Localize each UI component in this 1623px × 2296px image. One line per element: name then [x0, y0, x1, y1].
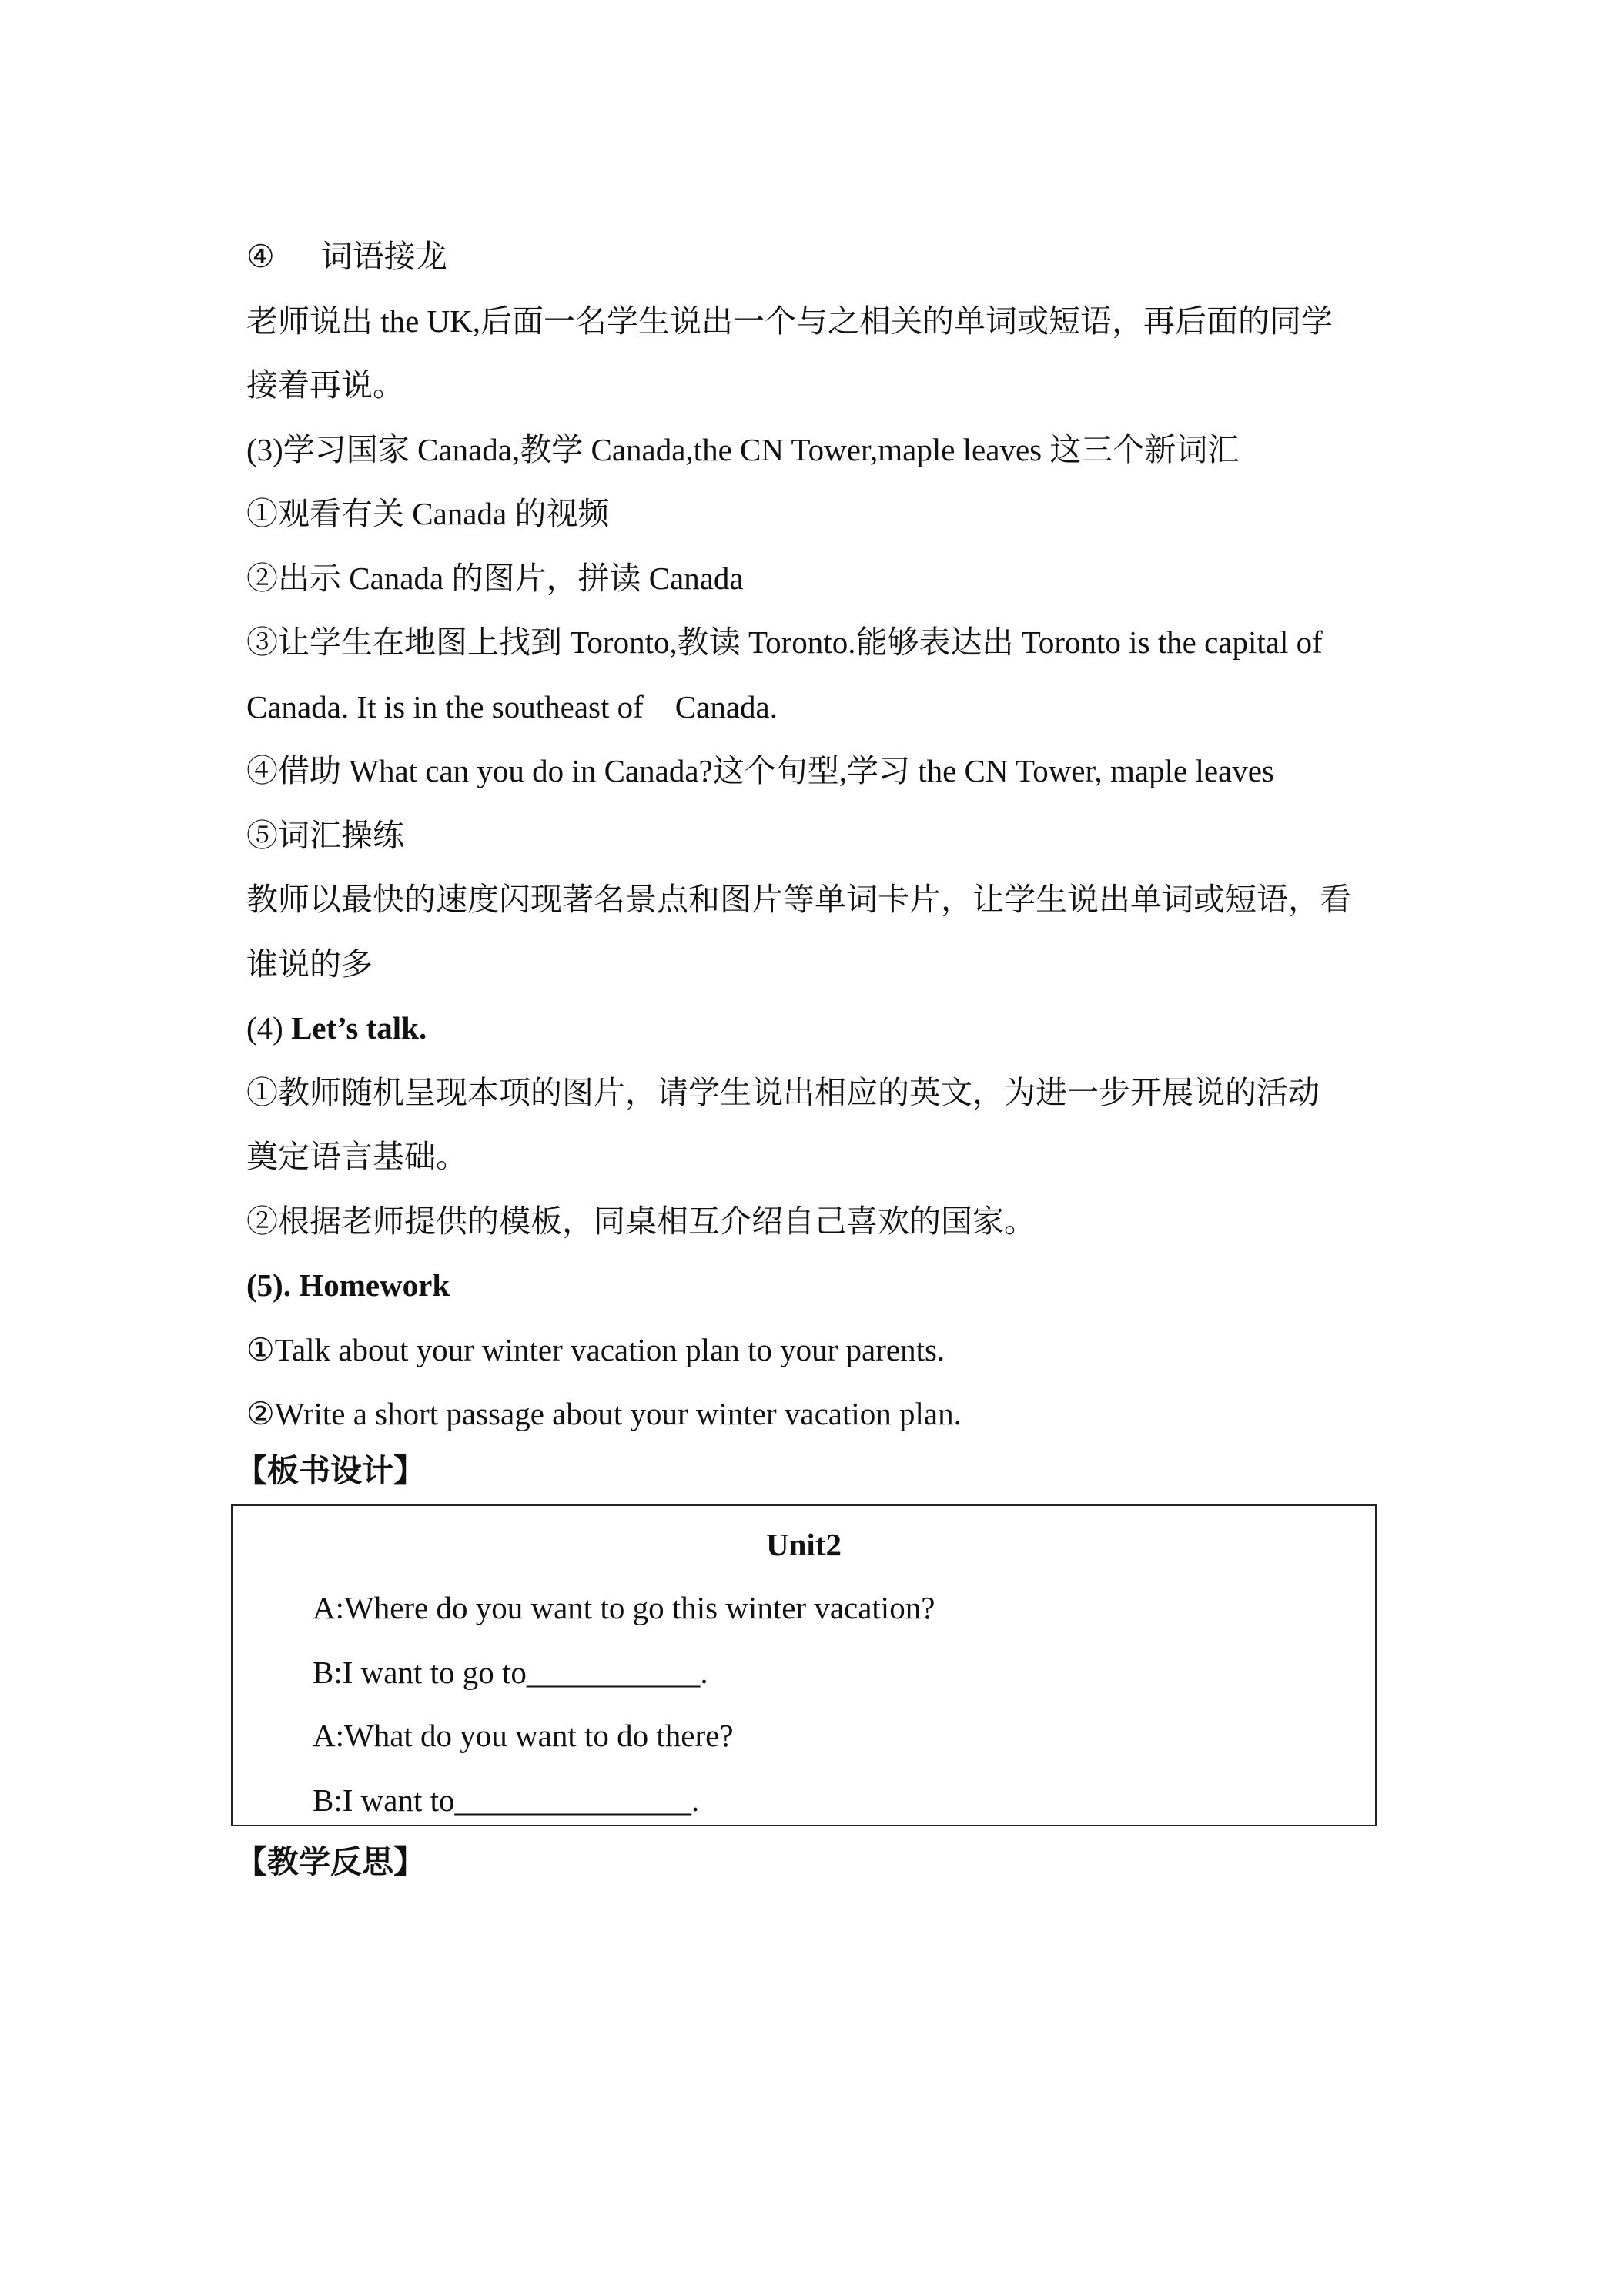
activity-marker: ④: [246, 239, 275, 274]
activity-title: 词语接龙: [320, 239, 447, 274]
body-line: ①教师随机呈现本项的图片，请学生说出相应的英文，为进一步开展说的活动: [246, 1074, 1320, 1110]
activity-heading: [246, 225, 1386, 290]
section-4-prefix: (4): [246, 1010, 292, 1046]
section-5-heading: (5). Homework: [246, 1267, 450, 1303]
section-4-heading: [246, 996, 1386, 1061]
body-line: 老师说出 the UK,后面一名学生说出一个与之相关的单词或短语，再后面的同学: [246, 303, 1334, 339]
document-body: [246, 225, 1386, 1447]
section-3-heading: (3)学习国家 Canada,教学 Canada,the CN Tower,maple leaves 这三个新词汇: [246, 431, 1240, 467]
body-line: 接着再说。: [246, 367, 404, 403]
teaching-reflection-heading: 【教学反思】: [236, 1844, 425, 1879]
homework-item: ②Write a short passage about your winter vacation plan.: [246, 1396, 962, 1431]
board-title: Unit2: [766, 1527, 842, 1562]
body-line: ④借助 What can you do in Canada?这个句型,学习 the CN Tower, maple leaves: [246, 753, 1274, 788]
body-line: Canada. It is in the southeast of Canada.: [246, 688, 778, 725]
board-line: A:What do you want to do there?: [313, 1718, 734, 1753]
section-4-title: Let’s talk.: [291, 1010, 427, 1046]
body-line: ②根据老师提供的模板，同桌相互介绍自己喜欢的国家。: [246, 1203, 1036, 1239]
board-line: B:I want to go to___________.: [313, 1655, 708, 1690]
board-design-heading: 【板书设计】: [236, 1453, 425, 1488]
body-line: ②出示 Canada 的图片，拼读 Canada: [246, 560, 744, 596]
body-line: 教师以最快的速度闪现著名景点和图片等单词卡片，让学生说出单词或短语，看: [246, 882, 1351, 917]
body-line: ①观看有关 Canada 的视频: [246, 496, 610, 531]
homework-item: ①Talk about your winter vacation plan to your parents.: [246, 1331, 945, 1367]
board-design-box: [231, 1504, 1377, 1826]
body-line: ③让学生在地图上找到 Toronto,教读 Toronto.能够表达出 Toronto is the capital of: [246, 624, 1323, 660]
body-line: 奠定语言基础。: [246, 1139, 467, 1174]
board-line: B:I want to_______________.: [313, 1782, 700, 1818]
body-line: ⑤词汇操练: [246, 817, 404, 853]
body-line: 谁说的多: [246, 946, 373, 982]
board-line: A:Where do you want to go this winter vacation?: [313, 1590, 935, 1625]
